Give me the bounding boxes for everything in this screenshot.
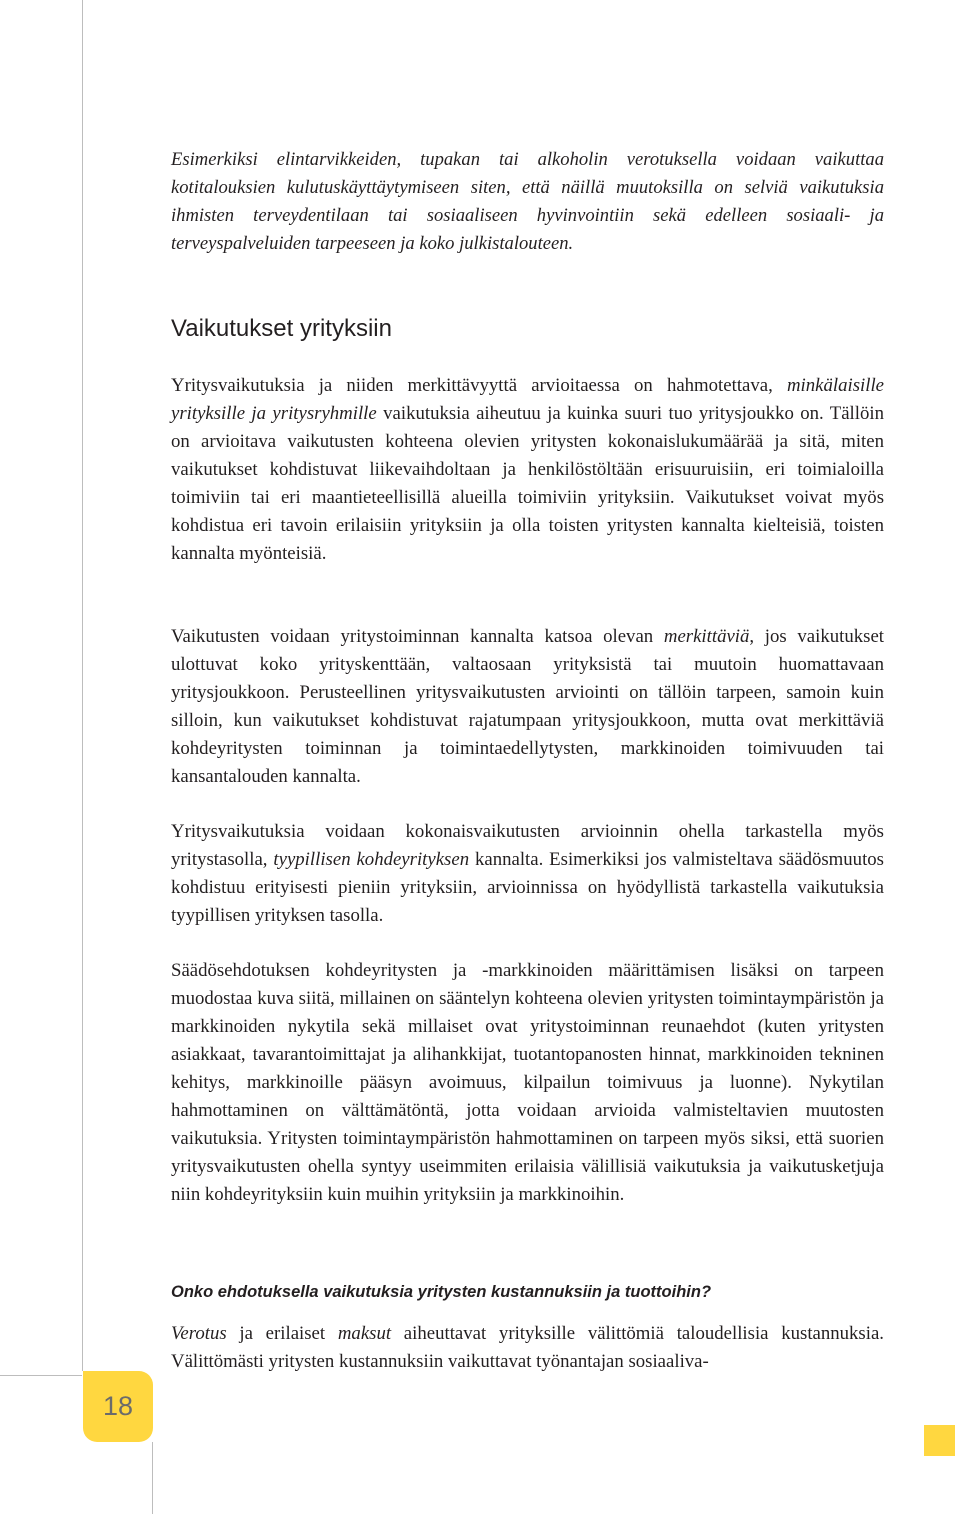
subheading: Onko ehdotuksella vaikutuksia yritysten kustannuksiin ja tuottoihin?	[171, 1283, 712, 1301]
p1-emphasis: minkälaisille yrityksille ja yritysryhmille	[171, 375, 884, 424]
p3-text-a: Yritysvaikutuksia voidaan kokonaisvaikutusten arvioinnin ohella tarkastella myös yritystasolla,	[171, 821, 884, 870]
p5-text-b: aiheuttavat yrityksille välittömiä taloudellisia kustannuksia. Välittömästi yritysten kustannuksiin vaikuttavat työnantajan sosiaaliva-	[171, 1323, 884, 1372]
p3-emphasis: tyypillisen kohdeyrityksen	[273, 849, 470, 870]
p3-text-b: kannalta. Esimerkiksi jos valmisteltava säädösmuutos kohdistuu erityisesti pieniin yrityksiin, arvioinnissa on hyödyllistä tarkastella vaikutuksia tyypillisen yrityksen tasolla.	[171, 849, 884, 926]
paragraph-5	[171, 1320, 884, 1376]
footer-vertical-rule	[152, 1442, 153, 1514]
paragraph-3	[171, 818, 884, 930]
p2-emphasis: merkittäviä	[663, 626, 750, 647]
p2-text-b: , jos vaikutukset ulottuvat koko yrityskenttään, valtaosaan yrityksistä tai muutoin huomattavaan yritysjoukkoon. Perusteellinen yritysvaikutusten arviointi on tällöin tarpeen, samoin kuin silloin, kun vaikutukset kohdistuvat rajatumpaan yritysjoukkoon, mutta ovat merkittäviä kohdeyritysten toiminnan ja toimintaedellytysten, markkinoiden toimivuuden tai kansantalouden kannalta.	[171, 626, 885, 787]
paragraph-1	[171, 372, 884, 568]
footer-horizontal-rule	[0, 1375, 82, 1376]
section-heading: Vaikutukset yrityksiin	[171, 315, 392, 342]
p2-text-a: Vaikutusten voidaan yritystoiminnan kannalta katsoa olevan	[171, 626, 664, 647]
p1-text-b: vaikutuksia aiheutuu ja kuinka suuri tuo yritysjoukko on. Tällöin on arvioitava vaikutusten kohteena olevien yritysten kokonaislukumäärää ja sitä, miten vaikutukset kohdistuvat liikevaihdoltaan ja henkilöstöltään erisuuruisiin, eri toimialoilla toimiviin tai eri maantieteellisillä alueilla toimiviin yrityksiin. Vaikutukset voivat myös kohdistua eri tavoin erilaisiin yrityksiin ja olla toisten yritysten kannalta kielteisiä, toisten kannalta myönteisiä.	[171, 403, 884, 564]
paragraph-2	[171, 623, 884, 791]
page-number: 18	[102, 1391, 134, 1421]
p5-emphasis-2: maksut	[337, 1323, 392, 1344]
page-number-badge	[83, 1371, 153, 1442]
paragraph-4: Säädösehdotuksen kohdeyritysten ja -markkinoiden määrittämisen lisäksi on tarpeen muodostaa kuva siitä, millainen on sääntelyn kohteena olevien yritysten toimintaympäristön ja markkinoiden nykytila sekä millaiset ovat yritystoiminnan reunaehdot (kuten yritysten asiakkaat, tavarantoimittajat ja alihankkijat, tuotantopanosten hinnat, markkinoiden tekninen kehitys, markkinoille pääsyn avoimuus, kilpailun toimivuus ja luonne). Nykytilan hahmottaminen on välttämätöntä, jotta voidaan arvioida valmisteltavien muutosten vaikutuksia. Yritysten toimintaympäristön hahmottaminen on tarpeen myös siksi, että suorien yritysvaikutusten ohella syntyy useimmiten erilaisia välillisiä vaikutuksia ja vaikutusketjuja niin kohdeyrityksiin kuin muihin yrityksiin ja markkinoihin.	[171, 960, 884, 1205]
intro-paragraph: Esimerkiksi elintarvikkeiden, tupakan tai alkoholin verotuksella voidaan vaikuttaa kotitalouksien kulutuskäyttäytymiseen siten, että näillä muutoksilla on selviä vaikutuksia ihmisten terveydentilaan tai sosiaaliseen hyvinvointiin sekä edelleen sosiaali- ja terveyspalveluiden tarpeeseen ja koko julkistalouteen.	[171, 149, 884, 254]
p5-emphasis-1: Verotus	[171, 1323, 227, 1344]
corner-marker	[924, 1425, 955, 1456]
p5-text-a: ja erilaiset	[226, 1323, 338, 1344]
left-margin-rule	[82, 0, 83, 1371]
p1-text-a: Yritysvaikutuksia ja niiden merkittävyyttä arvioitaessa on hahmotettava,	[171, 375, 787, 396]
